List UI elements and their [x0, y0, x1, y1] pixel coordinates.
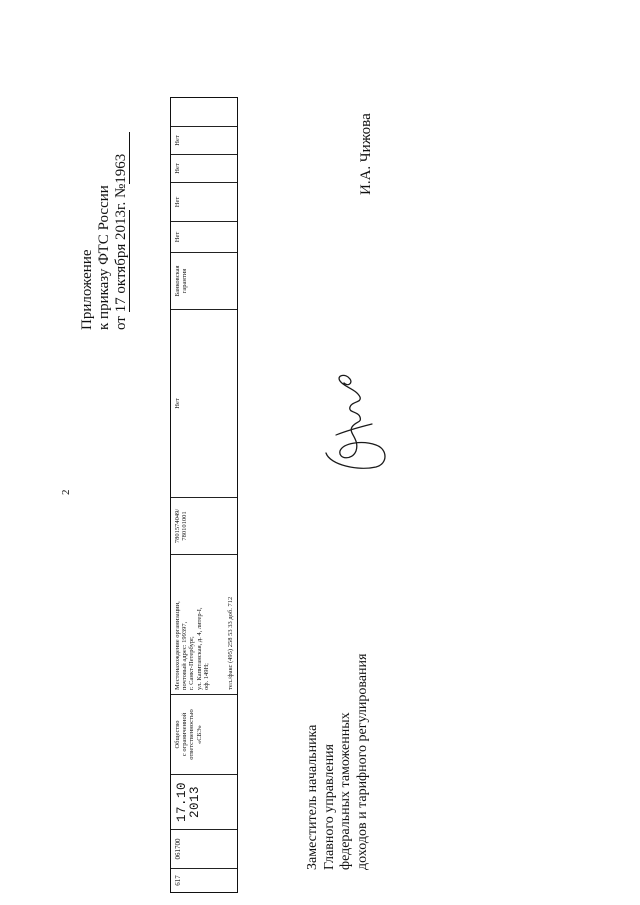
table-cell-8 — [171, 252, 237, 309]
cell-text: Местонахождение организации, — [174, 601, 181, 690]
page-number: 2 — [60, 489, 72, 495]
phone-text: тел./факс (495) 258 53 33 доб. 712 — [226, 596, 234, 690]
table-cell-9 — [171, 221, 237, 252]
table-cell-7 — [171, 309, 237, 497]
cell-text: Нет — [174, 398, 181, 409]
order-number: 1963 — [113, 132, 130, 184]
cell-text: 061700 — [174, 838, 182, 860]
cell-text: 7801574049/ — [174, 508, 181, 544]
appendix-order-date-line — [113, 132, 130, 330]
appendix-title: Приложение — [79, 249, 95, 330]
order-date: 17 октября 2013 — [113, 210, 129, 313]
cell-text: Общество — [174, 720, 181, 749]
cell-text: Нет — [174, 196, 181, 208]
cell-text: Нет — [174, 135, 181, 146]
cell-text: 617 — [174, 875, 182, 886]
table-cell-12 — [171, 126, 237, 154]
cell-text: «СБЭ» — [195, 725, 203, 744]
table-cell-11 — [171, 154, 237, 182]
table-cell-code — [171, 829, 237, 868]
cell-text: 780101001 — [181, 511, 189, 541]
table-cell-13 — [171, 98, 237, 126]
table-cell-10 — [171, 182, 237, 221]
appendix-header — [79, 132, 130, 330]
order-date-suffix: г. № — [113, 183, 129, 210]
signatory-position — [305, 654, 372, 870]
cell-text: гарантия — [181, 268, 189, 294]
position-line: Заместитель начальника — [305, 724, 320, 870]
table-cell-organization — [171, 694, 237, 774]
cell-text: ответственностью — [188, 709, 196, 760]
cell-text: ул. Капитанская, д. 4, литер-I, — [195, 607, 203, 690]
signatory-name: И.А. Чижова — [358, 113, 374, 195]
position-line: доходов и тарифного регулирования — [355, 653, 371, 870]
appendix-order-ref: к приказу ФТС России — [96, 185, 112, 330]
cell-text: с ограниченной — [181, 712, 189, 757]
table-cell-address — [171, 554, 237, 694]
cell-text: Банковская — [174, 265, 181, 297]
cell-text: г. Санкт-Петербург, — [188, 636, 196, 690]
table-cell-inn-kpp — [171, 497, 237, 554]
cell-text: оф. 149Н; — [202, 663, 210, 690]
cell-text: 17.10 — [175, 782, 189, 823]
order-date-prefix: от — [113, 312, 129, 330]
cell-text: 2013 — [187, 786, 202, 819]
registry-table — [170, 97, 238, 893]
position-line: федеральных таможенных — [338, 712, 354, 870]
table-cell-number — [171, 868, 237, 892]
cell-text: почтовый адрес: 199397, — [181, 621, 189, 690]
signature — [318, 368, 393, 473]
table-cell-date — [171, 774, 237, 829]
cell-text: Нет — [174, 231, 181, 243]
cell-text: Нет — [174, 163, 181, 174]
position-line: Главного управления — [321, 744, 337, 870]
